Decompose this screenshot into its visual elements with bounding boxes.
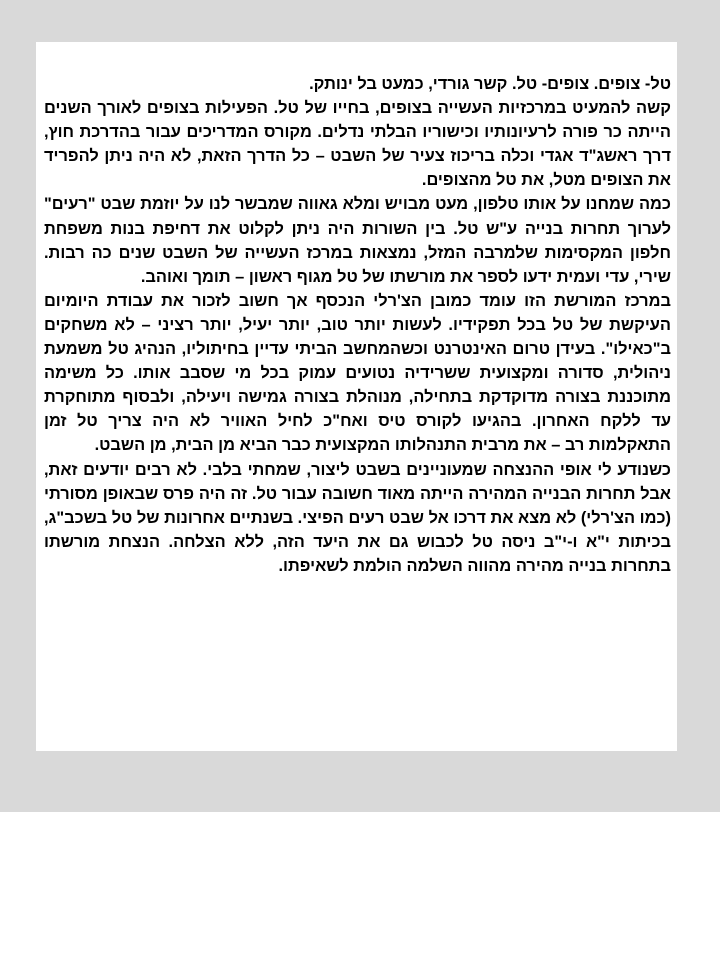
- paragraph-building-competition: כשנודע לי אופי ההנצחה שמעוניינים בשבט ליצור, שמחתי בלבי. לא רבים יודעים זאת, אבל תחרות הבנייה המהירה הייתה מאוד חשובה עבור טל. זה היה פרס שבאופן מסורתי (כמו הצ'רלי) לא מצא את דרכו אל שבט רעים הפיצי. בשנתיים אחרונות של טל בשכב"ג, בכיתות י"א ו-י"ב ניסה טל לכבוש גם את היעד הזה, ללא הצלחה. הנצחת מורשתו בתחרות בנייה מהירה מהווה השלמה הולמת לשאיפתו.: [44, 460, 671, 575]
- paragraph-phone-call: כמה שמחנו על אותו טלפון, מעט מבויש ומלא גאווה שמבשר לנו על יוזמת שבט "רעים" לערוך תחרות בנייה ע"ש טל. בין השורות היה ניתן לקלוט את דחיפת בנות משפחת חלפון המקסימות שלמרבה המזל, נמצאות במרכז העשייה של השבט שנים כה רבות. שירי, עדי ועמית ידעו לספר את מורשתו של טל מגוף ראשון – תומך ואוהב.: [44, 195, 671, 286]
- document-card: [36, 42, 677, 751]
- paragraph-legacy: במרכז המורשת הזו עומד כמובן הצ'רלי הנכסף אך חשוב לזכור את עבודת היומיום העיקשת של טל בכל תפקידיו. לעשות יותר טוב, יותר יעיל, יותר רציני – לא משחקים ב"כאילו". בעידן טרום האינטרנט וכשהמחשב הביתי עדיין בחיתוליו, הנהיג טל משמעת ניהולית, סדורה ומקצועית ששרידיה נטועים עמוק בכל מי שסבב אותו. כל משימה מתוכננת בצורה מדוקדקת בתחילה, מנוהלת בצורה גמישה ויעילה, ולבסוף מתוחקרת עד ללקח האחרון. בהגיעו לקורס טיס ואח"כ לחיל האוויר לא היה צריך טל זמן התאקלמות רב – את מרבית התנהלותו המקצועית כבר הביא מן הבית, מן השבט.: [44, 291, 671, 455]
- paragraph-opening: טל- צופים. צופים- טל. קשר גורדי, כמעט בל ינותק.: [309, 75, 671, 93]
- document-body: [44, 72, 671, 578]
- paragraph-scouts-activity: קשה להמעיט במרכזיות העשייה בצופים, בחייו של טל. הפעילות בצופים לאורך השנים הייתה כר פורה לרעיונותיו וכישוריו הבלתי נדלים. מקורס המדריכים עבור בהדרכת חוץ, דרך ראשג"ד אגדי וכלה בריכוז צעיר של השבט – כל הדרך הזאת, לא היה ניתן להפריד את הצופים מטל, את טל מהצופים.: [44, 99, 671, 190]
